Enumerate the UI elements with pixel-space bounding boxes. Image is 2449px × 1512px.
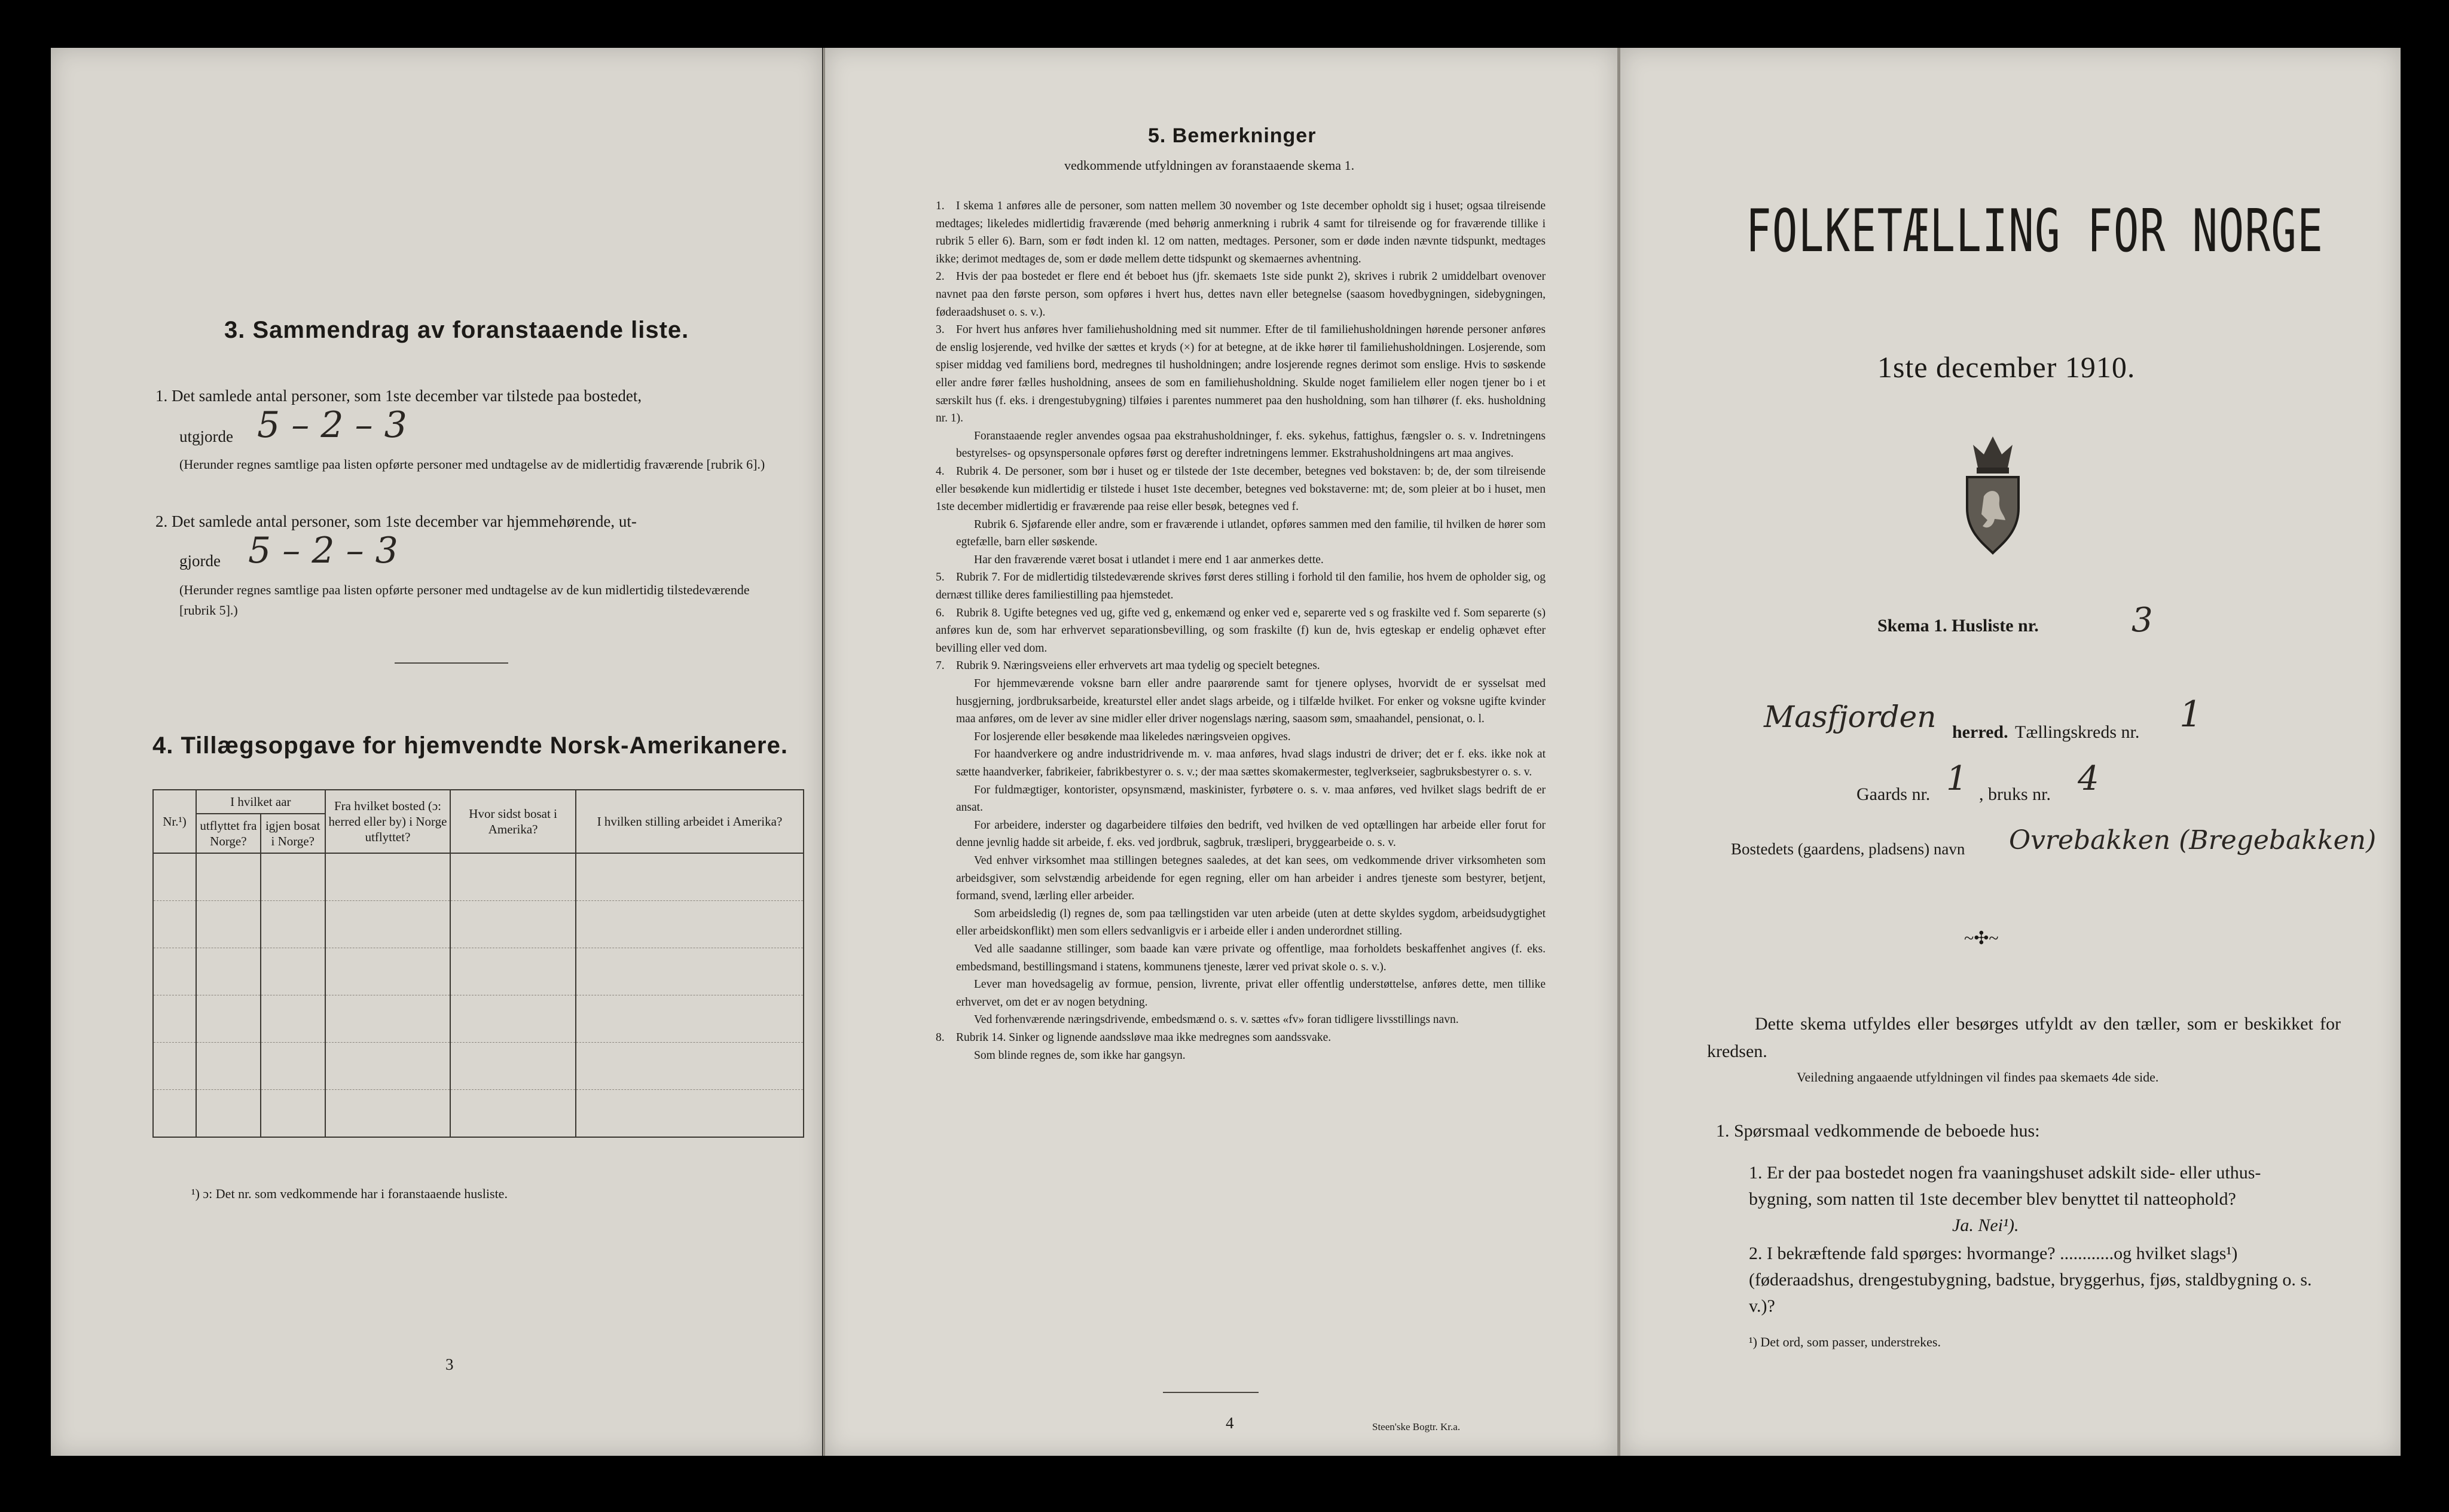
question1-1: 1. Er der paa bostedet nogen fra vaaningshuset adskilt side- eller uthus-bygning, som natten til 1ste december blev benyttet til natteophold? (1749, 1163, 2261, 1209)
summary-item1-lead: utgjorde (179, 427, 233, 445)
table-row (153, 1043, 804, 1090)
herred-value: Masfjorden (1764, 700, 1937, 734)
remark-paragraph (936, 746, 1546, 781)
remark-paragraph (936, 569, 1546, 604)
divider (1163, 1392, 1259, 1393)
left-page (51, 48, 822, 1456)
middle-page (825, 48, 1617, 1456)
question1-2: 2. I bekræftende fald spørges: hvormange? ............og hvilket slags¹) (føderaadshus, drengestubygning, badstue, bryggerhus, fjøs, staldbygning o. s. v.)? (1749, 1244, 2312, 1316)
remark-text: For fuldmægtiger, kontorister, opsynsmænd, maskinister, fyrbøtere o. s. v. maa anføres, ved hvilket slags bedrift de er ansat. (956, 783, 1546, 814)
summary-item1-text: 1. Det samlede antal personer, som 1ste december var tilstede paa bostedet, (155, 387, 642, 405)
remark-paragraph (936, 321, 1546, 427)
summary-item2-lead: gjorde (179, 552, 221, 570)
remark-text: Som blinde regnes de, som ikke har gangsyn. (974, 1049, 1186, 1062)
col-emigrated: utflyttet fra Norge? (196, 814, 261, 853)
remark-paragraph (936, 551, 1546, 569)
right-page (1620, 48, 2401, 1456)
ornament: ~✣~ (1964, 928, 1999, 948)
remark-paragraph (936, 1011, 1546, 1029)
remark-paragraph (936, 657, 1546, 675)
summary-item1-note: (Herunder regnes samtlige paa listen opførte personer med undtagelse av de midlertidig fraværende [rubrik 6].) (179, 457, 765, 472)
remark-text: Rubrik 14. Sinker og lignende aandssløve maa ikke medregnes som aandssvake. (956, 1031, 1332, 1044)
remark-paragraph (936, 817, 1546, 852)
remark-text: For hjemmeværende voksne barn eller andre paarørende samt for tjenere oplyses, hvorvidt de er sysselsat med husgjerning, jordbruksarbeide, kreaturstel eller andet slags arbeide, og i tilfælde hvilket. For enker og voksne ugifte kvinder maa anføres, om de lever av sine midler eller driver nogenslags næring, saasom søm, smaahandel, pensionat, o. l. (956, 677, 1546, 726)
remark-number: 4. (936, 465, 945, 478)
remark-text: Rubrik 6. Sjøfarende eller andre, som er fraværende i utlandet, opføres sammen med den familie, til hvilken de hører som egtefælle, barn eller søskende. (956, 518, 1546, 549)
remark-paragraph (936, 427, 1546, 463)
remark-text: Lever man hovedsagelig av formue, pension, livrente, privat eller offentlig understøttelse, anføres dette, men tillike erhvervet, om det er av nogen betydning. (956, 978, 1546, 1009)
remark-paragraph (936, 905, 1546, 940)
krets-value: 1 (2179, 694, 2203, 735)
col-group-year: I hvilket aar (196, 790, 325, 814)
remark-text: Ved forhenværende næringsdrivende, embedsmænd o. s. v. sættes «fv» foran tidligere livsstillings navn. (974, 1013, 1459, 1027)
remark-paragraph (936, 675, 1546, 728)
section4-title: 4. Tillægsopgave for hjemvendte Norsk-Amerikanere. (152, 732, 788, 759)
gaards-label: Gaards nr. (1856, 784, 1931, 804)
krets-label: Tællingskreds nr. (2015, 722, 2140, 742)
col-nr: Nr.¹) (153, 790, 196, 853)
remark-paragraph (936, 781, 1546, 817)
norsk-amerikanere-table (152, 789, 804, 1138)
table-row (153, 853, 804, 901)
husliste-nr-value: 3 (2132, 601, 2153, 640)
remark-paragraph (936, 516, 1546, 551)
divider (395, 662, 508, 664)
remark-text: Rubrik 4. De personer, som bør i huset og er tilstede der 1ste december, betegnes ved bokstaven: b; de, der som tilreisende eller besøkende kun midlertidig er tilstede i huset 1ste december, betegnes ved bokstaverne: mt; de, som pleier at bo i huset, men 1ste december midlertidig er fraværende paa reise eller besøk, betegnes ved f. (936, 465, 1546, 514)
remark-paragraph (936, 1029, 1546, 1047)
page-number-left: 3 (445, 1355, 454, 1373)
section3-title: 3. Sammendrag av foranstaaende liste. (224, 317, 689, 343)
remark-number: 1. (936, 200, 945, 212)
remark-paragraph (936, 940, 1546, 976)
table-footnote: ¹) ɔ: Det nr. som vedkommende har i foranstaaende husliste. (191, 1186, 508, 1201)
skema-label: Skema 1. Husliste nr. (1877, 616, 2039, 636)
remark-text: I skema 1 anføres alle de personer, som natten mellem 30 november og 1ste december opholdt sig i huset; ogsaa tilreisende medtages; likeledes midlertidig fraværende (med behørig anmerkning i rubrik 4 samt for tilreisende og for fraværende tillike i rubrik 5 eller 6). Barn, som er født inden kl. 12 om natten, medtages. Personer, som er døde inden nævnte tidspunkt, medtages ikke; derimot medtages de, som er døde mellem dette tidspunkt og skemaernes avhentning. (936, 200, 1546, 265)
summary-item2-text: 2. Det samlede antal personer, som 1ste december var hjemmehørende, ut- (155, 512, 637, 530)
remark-text: Som arbeidsledig (l) regnes de, som paa tællingstiden var uten arbeide (uten at dette skyldes sygdom, arbeidsudygtighet eller arbeidskonflikt) men som ellers sedvanligvis er i arbeide eller i anden underordnet stilling. (956, 907, 1546, 938)
question1-1-answer: Ja. Nei¹). (1952, 1215, 2019, 1235)
remarks-list (936, 197, 1546, 1064)
remark-text: Ved enhver virksomhet maa stillingen betegnes saaledes, at det kan sees, om vedkommende driver virksomheten som arbeidsgiver, som selvstændig arbeidende for egen regning, eller om han arbeider i andres tjeneste som bestyrer, betjent, formand, svend, lærling eller arbeider. (956, 854, 1546, 903)
census-date: 1ste december 1910. (1877, 350, 2136, 384)
remark-text: For losjerende eller besøkende maa likeledes næringsveien opgives. (974, 730, 1291, 743)
table-row (153, 995, 804, 1043)
remark-number: 5. (936, 571, 945, 584)
remark-text: Har den fraværende været bosat i utlandet i mere end 1 aar anmerkes dette. (974, 553, 1324, 566)
remark-text: Foranstaaende regler anvendes ogsaa paa ekstrahusholdninger, f. eks. sykehus, fattighus, fængsler o. s. v. Indretningens bestyrelses- og opsynspersonale opføres først og derefter indretningens lemmer. Ekstrahusholdningens art maa angives. (956, 429, 1546, 460)
summary-item1-value: 5 – 2 – 3 (257, 404, 407, 446)
remark-number: 7. (936, 659, 945, 673)
instruction-text: Dette skema utfyldes eller besørges utfyldt av den tæller, som er beskikket for kredsen. (1707, 1014, 2341, 1061)
census-title: FOLKETÆLLING FOR NORGE (1746, 197, 2324, 265)
remark-paragraph (936, 197, 1546, 268)
bosted-value: Ovrebakken (Bregebakken) (2009, 825, 2377, 856)
summary-item2-value: 5 – 2 – 3 (248, 530, 398, 572)
herred-label: herred. (1952, 722, 2008, 742)
remark-text: Ved alle saadanne stillinger, som baade kan være private og offentlige, maa forholdets beskaffenhet angives (f. eks. embedsmand, bestillingsmand i statens, kommunens tjeneste, lærer ved privat skole o. s. v.). (956, 942, 1546, 973)
col-returned: igjen bosat i Norge? (261, 814, 325, 853)
remarks-subtitle: vedkommende utfyldningen av foranstaaende skema 1. (1064, 158, 1355, 173)
remark-paragraph (936, 463, 1546, 516)
page-number-middle: 4 (1226, 1414, 1234, 1432)
remark-number: 6. (936, 606, 945, 619)
remark-number: 3. (936, 323, 945, 337)
col-occupation: I hvilken stilling arbeidet i Amerika? (576, 790, 804, 853)
remark-paragraph (936, 976, 1546, 1011)
remark-text: For haandverkere og andre industridrivende m. v. maa anføres, hvad slags industri de driver; det er f. eks. ikke nok at sætte haandverker, fabrikeier, fabrikbestyrer o. s. v.; der maa sættes skomakermester, teglverkseier, sagbruksbestyrer o. s. v. (956, 748, 1546, 778)
bruks-value: 4 (2078, 759, 2099, 798)
remark-paragraph (936, 728, 1546, 746)
gaards-value: 1 (1946, 759, 1968, 798)
remark-text: For hvert hus anføres hver familiehusholdning med sit nummer. Efter de til familiehusholdningen hørende personer anføres de enslig losjerende, ved hvilke der sættes et kryds (×) for at betegne, at de ikke hører til familiehusholdningen. Losjerende, som spiser middag ved familiens bord, medregnes til husholdningen; andre losjerende regnes derimot som enslige. Hvis to søskende eller andre fører fælles husholdning, ansees de som en familiehusholdning. Skulde noget familielem eller nogen tjener bo i et særskilt hus (f. eks. i drengestubygning) tilføies i parentes nummeret paa den husholdning, som han tilhører (f. eks. husholdning nr. 1). (936, 323, 1546, 425)
printer-mark: Steen'ske Bogtr. Kr.a. (1372, 1421, 1461, 1432)
remark-number: 2. (936, 270, 945, 283)
bruks-label: , bruks nr. (1979, 784, 2051, 804)
col-last-residence: Hvor sidst bosat i Amerika? (450, 790, 576, 853)
remark-text: Hvis der paa bostedet er flere end ét beboet hus (jfr. skemaets 1ste side punkt 2), skrives i rubrik 2 umiddelbart ovenover navnet paa den første person, som opføres i hvert hus, dettes navn eller betegnelse (saasom hovedbygningen, sidebygningen, føderaadshuset o. s. v.). (936, 270, 1546, 319)
remark-paragraph (936, 268, 1546, 321)
question1-title: 1. Spørsmaal vedkommende de beboede hus: (1716, 1121, 2040, 1141)
remark-paragraph (936, 852, 1546, 905)
bosted-label: Bostedets (gaardens, pladsens) navn (1731, 840, 1965, 858)
coat-of-arms-icon (1960, 430, 2026, 556)
table-row (153, 1090, 804, 1138)
table-row (153, 948, 804, 995)
remark-text: For arbeidere, inderster og dagarbeidere tilføies den bedrift, ved hvilken de ved optællingen har arbeide eller forut for denne jevnlig hadde sit arbeide, f. eks. ved jordbruk, sagbruk, træsliperi, bryggearbeide o. s. v. (956, 818, 1546, 850)
remark-text: Rubrik 7. For de midlertidig tilstedeværende skrives først deres stilling i forhold til den familie, hos hvem de opholder sig, og dernæst tillike deres familiestilling paa hjemstedet. (936, 571, 1546, 602)
remarks-title: 5. Bemerkninger (1148, 124, 1317, 147)
remark-text: Rubrik 9. Næringsveiens eller erhvervets art maa tydelig og specielt betegnes. (956, 659, 1320, 673)
col-from-place: Fra hvilket bosted (ɔ: herred eller by) i Norge utflyttet? (325, 790, 451, 853)
right-footnote: ¹) Det ord, som passer, understrekes. (1749, 1334, 1941, 1349)
remark-number: 8. (936, 1031, 945, 1044)
remark-paragraph (936, 604, 1546, 658)
remark-text: Rubrik 8. Ugifte betegnes ved ug, gifte ved g, enkemænd og enker ved e, separerte ved s og fraskilte ved f. Som separerte (s) anføres kun de, som har erhvervet separationsbevilling, og som fraskilte (f) kun de, hvis egteskap er endelig ophævet efter bevilling eller ved dom. (936, 606, 1546, 655)
table-row (153, 901, 804, 948)
summary-item2-note: (Herunder regnes samtlige paa listen opførte personer med undtagelse av de kun midlertidig tilstedeværende [rubrik 5].) (179, 582, 750, 618)
instruction-note: Veiledning angaaende utfyldningen vil findes paa skemaets 4de side. (1797, 1070, 2159, 1085)
remark-paragraph (936, 1047, 1546, 1065)
